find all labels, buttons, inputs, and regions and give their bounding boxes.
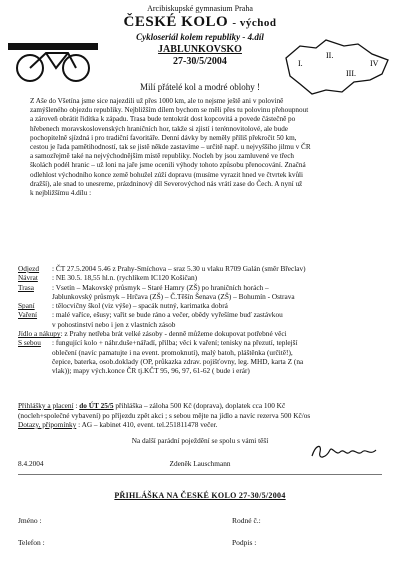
- map-label-1: I.: [298, 59, 303, 68]
- detail-value: : Vsetín – Makovský průsmyk – Staré Hamry (ZŠ) po hraničních horách –: [52, 282, 269, 292]
- name-label: Jméno :: [18, 516, 42, 525]
- divider: [18, 474, 382, 475]
- intro-line: dražší), ale snad to unesreme, prázdninový díl Severovýchod nás vrátí zase do Čech. A nyní už: [30, 179, 303, 188]
- title-suffix: - východ: [232, 17, 277, 29]
- registration-info: [18, 401, 386, 430]
- detail-row: [18, 357, 386, 366]
- intro-line: zamýšleného objezdu republiky. Nejbližším dílem bychom se měli přes tu polovinu přehoupnout: [30, 106, 309, 115]
- questions-line: [18, 420, 386, 430]
- detail-label: Odjezd: [18, 264, 40, 273]
- detail-row: [18, 264, 386, 273]
- detail-value: : ČT 27.5.2004 5.46 z Prahy-Smíchova – sraz 5.30 u vlaku R709 Galán (směr Břeclav): [52, 264, 306, 273]
- application-title: PŘIHLÁŠKA NA ČESKÉ KOLO 27-30/5/2004: [114, 491, 286, 500]
- detail-label: [18, 348, 52, 357]
- questions-label: Dotazy, připomínky: [18, 420, 77, 429]
- signer-name: Zdeněk Lauschmann: [169, 459, 231, 468]
- intro-paragraph: [30, 97, 375, 198]
- title-main: ČESKÉ KOLO: [123, 14, 229, 30]
- registration-label: Přihlášky a placení: [18, 401, 74, 410]
- detail-value: v pohostinství nebo i jen z vlastních zásob: [52, 319, 176, 329]
- detail-label: [18, 292, 52, 301]
- registration-deposit: přihláška – záloha 500 Kč (doprava), doplatek cca 100 Kč: [115, 401, 286, 410]
- detail-row: [18, 348, 386, 357]
- detail-label: S sebou: [18, 338, 41, 348]
- school-name: Arcibiskupské gymnasium Praha: [147, 4, 253, 13]
- event-title: [0, 14, 400, 31]
- detail-value: : malé vaříce, ešusy; vařit se bude ráno a večer, obědy vyřešíme buď zastávkou: [52, 310, 283, 320]
- detail-row: [18, 338, 386, 347]
- greeting: Milí přátelé kol a modré oblohy !: [140, 82, 260, 92]
- detail-row: [18, 283, 386, 292]
- detail-value: : NE 30.5. 18,55 hl.n. (rychlíkem IC120 Košičan): [52, 273, 198, 283]
- detail-value: Jablunkovský průsmyk – Hrčava (ZŠ) – Č.Těšín Šenava (ZŠ) – Bohumín - Ostrava: [52, 291, 295, 301]
- detail-label: Jídlo a nákupy: [18, 329, 61, 339]
- intro-line: k nejbližšímu 4.dílu :: [30, 189, 92, 198]
- detail-row: [18, 320, 386, 329]
- detail-row: [18, 273, 386, 282]
- intro-line: Z Aše do Všetína jsme sice najezdili už přes 1000 km, ale to nejsme ještě ani v polovině: [30, 97, 284, 105]
- detail-row: [18, 366, 386, 375]
- event-dates: 27-30/5/2004: [173, 56, 227, 67]
- map-label-2: II.: [326, 51, 334, 60]
- intro-line: a zároveň obrátit řidítka k západu. Trasa bude tentokrát dost kopcovitá a povede částečně po: [30, 115, 296, 124]
- detail-value: čepice, baterka, osob.doklady (OP, průkazka zdrav. pojišťovny, leg. MHD, karta Z (na: [52, 356, 304, 366]
- handwritten-signature: [310, 442, 380, 462]
- intro-line: a samozřejmě také na nejvýchodnějším místě republiky. Nocleh by jsou zamluvené ve třech: [30, 152, 294, 161]
- detail-label: Vaření: [18, 310, 38, 320]
- intro-line: odlehlost východního konce země bohužel zúží dopravu (musíme vyrazit hned ve čtvrtek kvůli: [30, 170, 304, 179]
- event-subtitle: Cykloseriál kolem republiky - 4.díl: [136, 32, 264, 42]
- detail-row: [18, 292, 386, 301]
- intro-line: školách podél hranic – už loni na jaře jsme ocenili výhody tohoto způsobu přenocování. Značná: [30, 161, 306, 170]
- detail-label: [18, 320, 52, 329]
- birth-number-label: Rodné č.:: [232, 516, 261, 525]
- intro-line: pochopitelně sjízdná i pro tradiční favoritáře. Denní dávky by neměly příliš překročit 50 km,: [30, 133, 297, 142]
- registration-deadline: do ÚT 25/5: [79, 401, 114, 410]
- bicycle-logo-icon: [8, 35, 98, 85]
- closing-line: Na další parádní poježdění se spolu s vámi těší: [131, 436, 269, 445]
- detail-row-wide: [18, 329, 386, 338]
- map-label-3: III.: [346, 69, 356, 78]
- detail-label: Spaní: [18, 301, 35, 311]
- questions-contact: : AG – kabinet 410, event. tel.251811478 večer.: [78, 420, 218, 429]
- detail-value: oblečení (navíc pamatujte i na event. promoknutí), malý batoh, pláštěnka (určitě!),: [52, 347, 293, 357]
- signature-label: Podpis :: [232, 538, 257, 547]
- trip-details: [18, 264, 386, 376]
- intro-line: cestou je řada pamětihodností, tak se jistě někde zastavíme – určitě např. u nejvyššího jilmu v ČR: [30, 143, 311, 152]
- map-label-4: IV: [370, 59, 379, 68]
- registration-line-1: Přihlášky a placení : do ÚT 25/5 přihláška – záloha 500 Kč (doprava), doplatek cca 100 Kč: [18, 401, 286, 410]
- detail-label: [18, 357, 52, 366]
- detail-label: Trasa: [18, 282, 34, 292]
- detail-row: [18, 301, 386, 310]
- detail-label: Návrat: [18, 273, 38, 283]
- detail-value: : fungující kolo + náhr.duše+nářadí, přilba; věci k vaření; tenisky na přezutí, teplejší: [52, 338, 298, 348]
- detail-value: vlak)); mapy vých.konce ČR tj.KČT 95, 96, 97, 61-62 ( bude i erár): [52, 366, 250, 376]
- detail-row: [18, 310, 386, 319]
- detail-value: : tělocvičny škol (viz výše) – spacák nutný, karimatka dobrá: [52, 301, 228, 311]
- detail-label: [18, 366, 52, 375]
- phone-label: Telefon :: [18, 538, 45, 547]
- signed-date: 8.4.2004: [18, 459, 44, 468]
- detail-value: : z Prahy netřeba brát velké zásoby - denně můžeme dokupovat potřebné věci: [60, 329, 287, 339]
- event-place: JABLUNKOVSKO: [158, 44, 242, 55]
- registration-line-2: (nocleh+společné vybavení) po příjezdu zpět akci ; s sebou mějte na jídlo a navíc rezerva 500 Kč/os: [18, 410, 311, 420]
- intro-line: hřebenech moravskoslovenských hraničních hor, takže si zjistí i terénnovitolové, ale bude: [30, 124, 288, 133]
